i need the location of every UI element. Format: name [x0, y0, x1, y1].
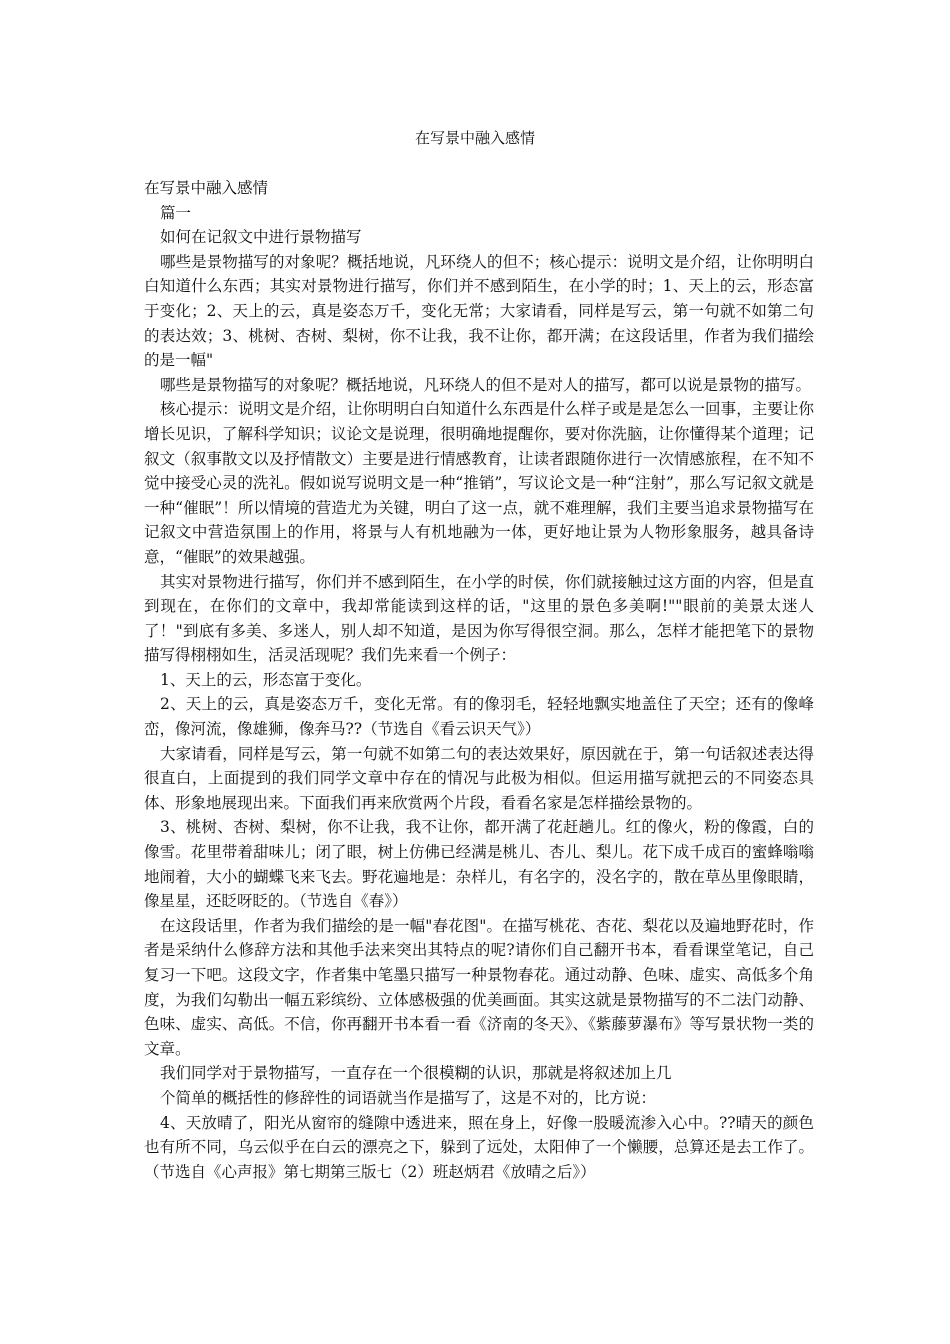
body-paragraph: 4、天放晴了，阳光从窗帘的缝隙中透进来，照在身上，好像一股暖流渗入心中。??晴天的颜色也有所不同，乌云似乎在白云的漂亮之下，躲到了远处，太阳伸了一个懒腰，总算还是去工作了。（节选自《心声报》第七期第三版七（2）班赵炳君《放晴之后》） — [144, 1113, 814, 1181]
body-paragraph: 哪些是景物描写的对象呢？概括地说，凡环绕人的但不是对人的描写，都可以说是景物的描写。 — [160, 375, 812, 394]
body-paragraph: 在这段话里，作者为我们描绘的是一幅"春花图"。在描写桃花、杏花、梨花以及遍地野花时，作者是采纳什么修辞方法和其他手法来突出其特点的呢?请你们自己翻开书本，看看课堂笔记，自己复习一下吧。这段文字，作者集中笔墨只描写一种景物春花。通过动静、色味、虚实、高低多个角度，为我们勾勒出一幅五彩缤纷、立体感极强的优美画面。其实这就是景物描写的不二法门动静、色味、虚实、高低。不信，你再翻开书本看一看《济南的冬天》、《紫藤萝瀑布》等写景状物一类的文章。 — [144, 916, 814, 1058]
body-paragraph: 篇一 — [160, 203, 192, 222]
body-paragraph: 大家请看，同样是写云，第一句就不如第二句的表达效果好，原因就在于，第一句话叙述表达得很直白，上面提到的我们同学文章中存在的情况与此极为相似。但运用描写就把云的不同姿态具体、形象地展现出来。下面我们再来欣赏两个片段，看看名家是怎样描绘景物的。 — [144, 744, 814, 812]
body-paragraph: 个简单的概括性的修辞性的词语就当作是描写了，这是不对的，比方说： — [160, 1088, 657, 1107]
document-title: 在写景中融入感情 — [414, 129, 535, 147]
body-paragraph: 其实对景物进行描写，你们并不感到陌生，在小学的时侯，你们就接触过这方面的内容，但是直到现在，在你们的文章中，我却常能读到这样的话，"这里的景色多美啊!""眼前的美景太迷人了！"到底有多美、多迷人，别人却不知道，是因为你写得很空洞。那么，怎样才能把笔下的景物描写得栩栩如生，活灵活现呢？我们先来看一个例子： — [144, 572, 814, 665]
document-body — [144, 176, 814, 1184]
body-paragraph: 如何在记叙文中进行景物描写 — [160, 228, 362, 247]
body-paragraph: 2、天上的云，真是姿态万千，变化无常。有的像羽毛，轻轻地飘实地盖住了天空；还有的像峰峦，像河流，像雄狮，像奔马??（节选自《看云识天气》） — [144, 695, 814, 739]
body-paragraph: 3、桃树、杏树、梨树，你不让我，我不让你，都开满了花赶趟儿。红的像火，粉的像霞，白的像雪。花里带着甜味儿；闭了眼，树上仿佛已经满是桃儿、杏儿、梨儿。花下成千成百的蜜蜂嗡嗡地闹着，大小的蝴蝶飞来飞去。野花遍地是：杂样儿，有名字的，没名字的，散在草丛里像眼睛，像星星，还眨呀眨的。（节选自《春》） — [144, 818, 814, 911]
body-paragraph: 哪些是景物描写的对象呢？概括地说，凡环绕人的但不；核心提示：说明文是介绍，让你明明白白知道什么东西；其实对景物进行描写，你们并不感到陌生，在小学的时；1、天上的云，形态富于变化；2、天上的云，真是姿态万千，变化无常；大家请看，同样是写云，第一句就不如第二句的表达效；3、桃树、杏树、梨树，你不让我，我不让你，都开满；在这段话里，作者为我们描绘的是一幅" — [144, 252, 814, 370]
body-paragraph: 1、天上的云，形态富于变化。 — [160, 670, 372, 689]
body-paragraph: 核心提示：说明文是介绍，让你明明白白知道什么东西是什么样子或是是怎么一回事，主要让你增长见识，了解科学知识；议论文是说理，很明确地提醒你，要对你洗脑，让你懂得某个道理；记叙文（叙事散文以及抒情散文）主要是进行情感教育，让读者跟随你进行一次情感旅程，在不知不觉中接受心灵的洗礼。假如说写说明文是一种“推销”，写议论文是一种“注射”，那么写记叙文就是一种“催眠”！所以情境的营造尤为关键，明白了这一点，就不难理解，我们主要当追求景物描写在记叙文中营造氛围上的作用，将景与人有机地融为一体，更好地让景为人物形象服务，越具备诗意，“催眠”的效果越强。 — [144, 400, 814, 566]
body-paragraph: 我们同学对于景物描写，一直存在一个很模糊的认识，那就是将叙述加上几 — [160, 1064, 672, 1083]
body-paragraph: 在写景中融入感情 — [144, 179, 269, 197]
